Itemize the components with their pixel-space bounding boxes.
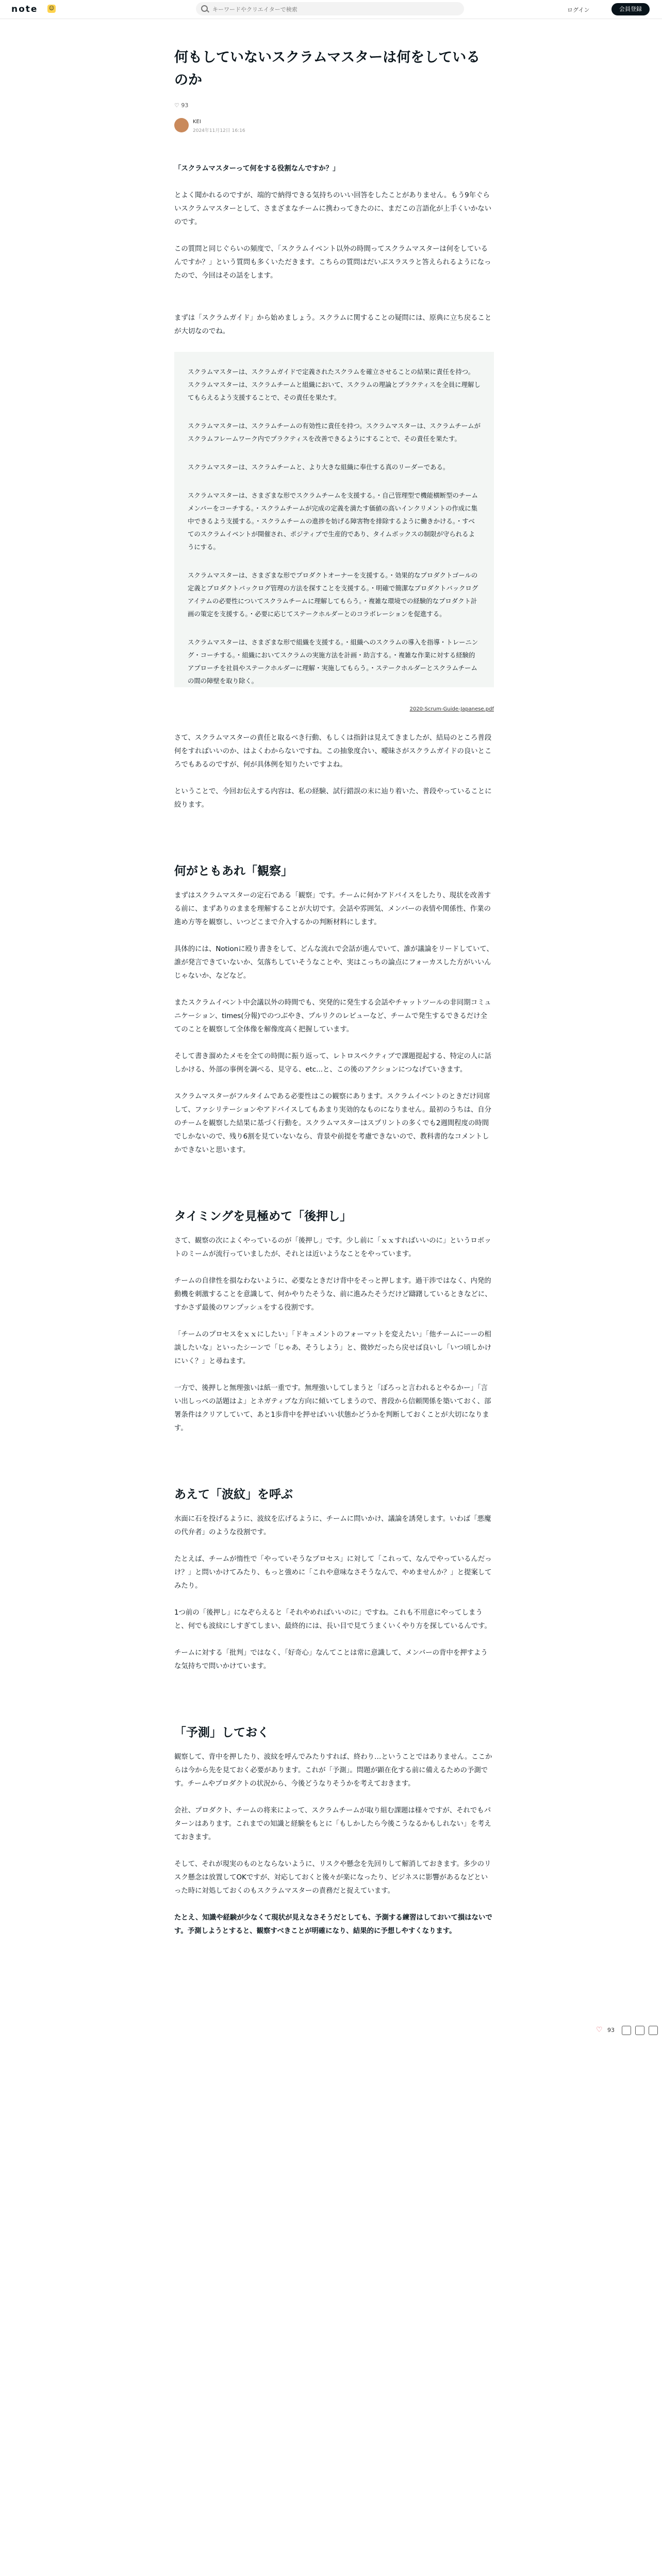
quote-paragraph: スクラムマスターは、スクラムチームの有効性に責任を持つ。スクラムマスターは、スクラムチームがスクラムフレームワーク内でプラクティスを改善できるようにすることで、その責任を果たす。 <box>188 422 481 443</box>
heart-icon: ♡ <box>174 102 181 109</box>
article <box>174 46 494 1952</box>
intro-question: 「スクラムマスターって何をする役割なんですか？」 <box>174 165 340 173</box>
quote-source-link[interactable]: 2020-Scrum-Guide-Japanese.pdf <box>409 706 494 712</box>
quote-paragraph: スクラムマスターは、さまざまな形でスクラムチームを支援する。・自己管理型で機能横断型のチームメンバーをコーチする。・スクラムチームが完成の定義を満たす価値の高いインクリメントの作成に集中できるよう支援する。・スクラムチームの進捗を妨げる障害物を排除するように働きかける。・すべてのスクラムイベントが開催され、ポジティブで生産的であり、タイムボックスの制限が守られるようにする。 <box>188 492 478 551</box>
publish-date: 2024年11月12日 16:16 <box>193 128 245 133</box>
body-paragraph: たとえ、知識や経験が少なくて現状が見えなさそうだとしても、予測する練習はしておいて損はないです。予測しようとすると、観察すべきことが明確になり、結果的に予想しやすくなります。 <box>174 1914 492 1935</box>
body-paragraph: チームの自律性を損なわないように、必要なときだけ背中をそっと押します。過干渉ではなく、内発的動機を刺激することを意識して、何かやりたそうな、前に進みたそうだけど躊躇しているときなどに、すかさず最後のワンプッシュをする役割です。 <box>174 1277 492 1312</box>
logo-badge-icon: ☺ <box>47 5 56 13</box>
author-name[interactable]: KEI <box>193 119 201 125</box>
login-link[interactable]: ログイン <box>567 7 590 13</box>
body-paragraph: ということで、今回お伝えする内容は、私の経験、試行錯誤の末に辿り着いた、普段やっていることに絞ります。 <box>174 788 492 809</box>
top-header <box>0 0 662 19</box>
body-paragraph: まずはスクラムマスターの定石である「観察」です。チームに何かアドバイスをしたり、現状を改善する前に、まずありのままを理解することが大切です。会話や雰囲気、メンバーの表情や関係性、作業の進め方等を観察し、いつどこまで介入するかの判断材料にします。 <box>174 892 491 926</box>
body-paragraph: 「チームのプロセスをｘｘにしたい」「ドキュメントのフォーマットを変えたい」「他チームにーーの相談したいな」といったシーンで「じゃあ、そうしよう」と、微妙だったら戻せば良いし「いつ頃しかけにいく？」と尋ねます。 <box>174 1331 492 1365</box>
section-heading: あえて「波紋」を呼ぶ <box>174 1488 293 1501</box>
comment-icon[interactable] <box>622 2026 631 2035</box>
body-paragraph: そして、それが現実のものとならないように、リスクや懸念を先回りして解消しておきます。多少のリスク懸念は放置してOKですが、対応しておくと後々が楽になったり、ビジネスに影響があるなどといった時に対処しておくのもスクラムマスターの責務だと捉えています。 <box>174 1860 491 1895</box>
body-paragraph: 水面に石を投げるように、波紋を広げるように、チームに問いかけ、議論を誘発します。いわば「悪魔の代弁者」のような役割です。 <box>174 1515 491 1536</box>
body-paragraph: たとえば、チームが惰性で「やっていそうなプロセス」に対して「これって、なんでやっているんだっけ？」と問いかけてみたり、もっと強めに「これや意味なさそうなんで、やめませんか？」と提案してみたり。 <box>174 1555 492 1590</box>
section-heading: タイミングを見極めて「後押し」 <box>174 1210 352 1223</box>
article-body <box>174 162 494 1938</box>
body-paragraph: 1つ前の「後押し」になぞらえると「それやめればいいのに」ですね。これも不用意にやってしまうと、何でも波紋にしすぎてしまい、最終的には、長い目で見てうまくいくやり方を探しているんです。 <box>174 1609 491 1630</box>
section-heading: 「予測」しておく <box>174 1726 269 1739</box>
search-bar[interactable] <box>196 2 464 15</box>
intro-paragraph: とよく聞かれるのですが、端的で納得できる気持ちのいい回答をしたことがありません。もう9年ぐらいスクラムマスターとして、さまざまなチームに携わってきたのに、まだこの言語化が上手くいかないのです。 <box>174 192 492 226</box>
body-paragraph: またスクラムイベント中会議以外の時間でも、突発的に発生する会話やチャットツールの非同期コミュニケーション、times(分報)でのつぶやき、プルリクのレビューなど、チームで発生するできるだけ全てのことを観察して全体像を解像度高く把握しています。 <box>174 999 491 1033</box>
search-input[interactable] <box>211 4 456 14</box>
body-paragraph: さて、観察の次によくやっているのが「後押し」です。少し前に「ｘｘすればいいのに」というロボットのミームが流行っていましたが、それとは近いようなことをやっています。 <box>174 1237 491 1258</box>
body-paragraph: 一方で、後押しと無理強いは紙一重です。無理強いしてしまうと「ぼろっと言われるとやるかー」「言い出しっぺの話題はよ」とネガティブな方向に傾いてしまうので、普段から信頼関係を築いておく、部署条件はクリアしていて、あと1歩背中を押せばいい状態かどうかを判断しておくことが大切になります。 <box>174 1384 491 1432</box>
article-likes[interactable] <box>174 102 494 109</box>
bookmark-icon[interactable] <box>649 2026 658 2035</box>
share-icon[interactable] <box>635 2026 644 2035</box>
body-paragraph: さて、スクラムマスターの責任と取るべき行動、もしくは指針は見えてきましたが、結局のところ普段何をすればいいのか、はよくわからないですね。この抽象度合い、曖昧さがスクラムガイドの良いところでもあるのですが、何が具体例を知りたいですよね。 <box>174 734 492 769</box>
note-logo[interactable]: note <box>11 4 38 14</box>
body-paragraph: スクラムマスターがフルタイムである必要性はこの観察にあります。スクラムイベントのときだけ同席して、ファシリテーションやアドバイスしてもあまり実効的なものになりません。最初のうちは、自分のチームを観察した結果に基づく行動を。スクラムマスターはスプリントの多くでも2週間程度の時間でしかないので、残り6割を見ていないなら、背景や前提を考慮できないので、教科書的なコメントしかできないと思います。 <box>174 1093 492 1154</box>
quote-paragraph: スクラムマスターは、さまざまな形で組織を支援する。・組織へのスクラムの導入を指導・トレーニング・コーチする。・組織においてスクラムの実施方法を計画・助言する。・複雑な作業に対する経験的アプローチを社員やステークホルダーに理解・実施してもらう。・ステークホルダーとスクラムチームの間の障壁を取り除く。 <box>188 638 478 685</box>
like-count: 93 <box>607 2027 615 2033</box>
body-paragraph: そして書き溜めたメモを全ての時間に振り返って、レトロスペクティブで課題提起する、特定の人に話しかける、外部の事例を調べる、見守る、etc...と、この後のアクションにつなげていきます。 <box>174 1053 492 1074</box>
search-icon <box>201 5 208 12</box>
body-paragraph: 具体的には、Notionに殴り書きをして、どんな流れで会話が進んでいて、誰が議論をリードしていて、誰が発言できていないか、気落ちしていそうなことや、実はこっちの論点にフォーカスした方がいいんじゃないか、などなど。 <box>174 945 493 980</box>
body-paragraph: チームに対する「批判」ではなく、「好奇心」なんてことは常に意識して、メンバーの背中を押すような気持ちで問いかけています。 <box>174 1649 488 1670</box>
quote-paragraph: スクラムマスターは、スクラムガイドで定義されたスクラムを確立させることの結果に責任を持つ。スクラムマスターは、スクラムチームと組織において、スクラムの理論とプラクティスを全員に理解してもらえるよう支援することで、その責任を果たす。 <box>188 368 481 401</box>
intro-paragraph: まずは「スクラムガイド」から始めましょう。スクラムに関することの疑問には、原典に立ち戻ることが大切なのでね。 <box>174 314 492 335</box>
body-paragraph: 観察して、背中を押したり、波紋を呼んでみたりすれば、終わり…ということではありません。ここからは今から先を見ておく必要があります。これが「予測」。問題が顕在化する前に備えるための予測です。チームやプロダクトの状況から、今後どうなりそうかを考えておきます。 <box>174 1753 492 1788</box>
signup-button[interactable]: 会員登録 <box>611 3 650 15</box>
scrum-guide-quote <box>174 352 494 687</box>
author-block[interactable] <box>174 118 494 135</box>
quote-paragraph: スクラムマスターは、さまざまな形でプロダクトオーナーを支援する。・効果的なプロダクトゴールの定義とプロダクトバックログ管理の方法を探すことを支援する。・明確で簡潔なプロダクトバックログアイテムの必要性についてスクラムチームに理解してもらう。・複雑な環境での経験的なプロダクト計画の策定を支援する。・必要に応じてステークホルダーとのコラボレーションを促進する。 <box>188 571 478 618</box>
intro-paragraph: この質問と同じぐらいの頻度で、「スクラムイベント以外の時間ってスクラムマスターは何をしているんですか？」という質問も多くいただきます。こちらの質問はだいぶスラスラと答えられるようになったので、今回はその話をします。 <box>174 245 491 280</box>
article-title: 何もしていないスクラムマスターは何をしているのか <box>174 49 481 88</box>
like-count: 93 <box>181 102 189 109</box>
quote-paragraph: スクラムマスターは、スクラムチームと、より大きな組織に奉仕する真のリーダーである。 <box>188 463 450 471</box>
heart-icon[interactable]: ♡ <box>596 2026 603 2034</box>
body-paragraph: 会社、プロダクト、チームの将来によって、スクラムチームが取り組む課題は様々ですが、それでもパターンはあります。これまでの知識と経験をもとに「もしかしたら今後こうなるかもしれない」を考えておきます。 <box>174 1807 491 1841</box>
avatar[interactable] <box>174 118 189 132</box>
section-heading: 何がともあれ「観察」 <box>174 865 293 878</box>
